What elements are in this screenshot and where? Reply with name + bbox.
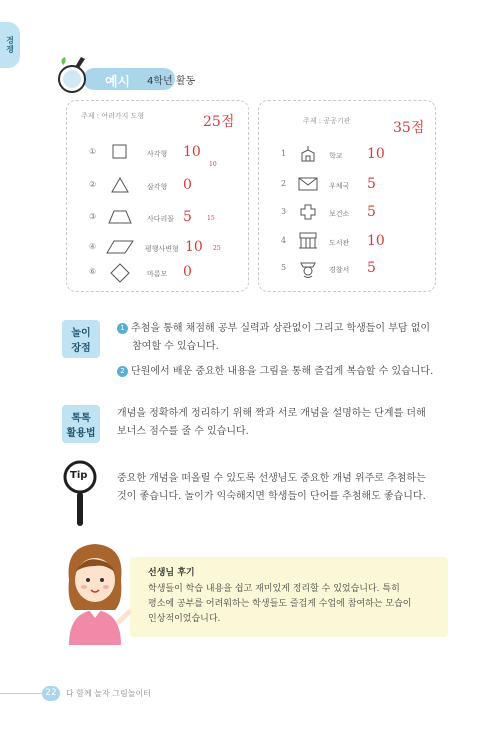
rhombus-shape-icon	[109, 262, 131, 284]
item-points: 0	[183, 264, 192, 280]
item-number: ②	[89, 180, 97, 189]
example-card-public-institutions	[258, 100, 436, 292]
list-item	[67, 141, 248, 168]
square-shape-icon	[111, 143, 129, 161]
item-name: 사각형	[147, 150, 168, 158]
tips-label-line1: 톡톡	[71, 413, 91, 424]
item-number: 3	[281, 207, 287, 216]
list-item	[67, 236, 248, 260]
list-item	[259, 230, 435, 254]
item-name: 보건소	[329, 210, 350, 218]
item-name: 우체국	[329, 182, 350, 190]
item-points: 5	[367, 204, 376, 220]
example-header	[55, 55, 255, 99]
card-title: 주제 : 공공기관	[303, 117, 351, 125]
list-item	[67, 261, 248, 285]
tips-line2: 보너스 점수를 줄 수 있습니다.	[117, 426, 249, 437]
tips-line1: 개념을 정확하게 정리하기 위해 짝과 서로 개념을 설명하는 단계를 더해	[117, 408, 426, 419]
list-item	[259, 257, 435, 281]
tip-line2: 것이 좋습니다. 놀이가 익숙해지면 학생들이 단어를 추첨해도 좋습니다.	[117, 491, 426, 502]
health-cross-icon	[299, 203, 317, 221]
item-running-total: 25	[213, 245, 221, 252]
item-points: 5	[367, 260, 376, 276]
merits-label-box	[62, 320, 100, 358]
example-subtitle: 4학년 활동	[147, 76, 196, 87]
item-points: 10	[183, 144, 201, 160]
review-body	[148, 582, 440, 627]
review-title: 선생님 후기	[148, 568, 195, 578]
item-running-total: 15	[207, 215, 215, 222]
police-icon	[299, 258, 317, 280]
card-score: 25점	[203, 114, 235, 130]
item-number: 4	[281, 236, 287, 245]
item-points: 5	[183, 209, 192, 225]
item-name: 삼각형	[147, 183, 168, 191]
card-score: 35점	[393, 120, 425, 136]
item-points: 5	[367, 176, 376, 192]
list-item	[67, 206, 248, 230]
item-number: ①	[89, 147, 97, 156]
review-line3: 인상적이었습니다.	[148, 614, 221, 624]
library-icon	[297, 231, 319, 251]
footer-rule	[0, 693, 42, 694]
trapezoid-shape-icon	[107, 209, 133, 225]
tip-line1: 중요한 개념을 떠올릴 수 있도록 선생님도 중요한 개념 위주로 추첨하는	[117, 473, 426, 484]
merits-label-line2: 장점	[71, 343, 91, 354]
item-points: 10	[367, 233, 385, 249]
list-item	[259, 201, 435, 225]
list-item	[259, 143, 435, 167]
merit-text-line2: 참여할 수 있습니다.	[132, 341, 219, 352]
review-line2: 평소에 공부를 어려워하는 학생들도 즐겁게 수업에 참여하는 모습이	[148, 599, 412, 609]
item-number: 1	[281, 149, 287, 158]
merit-text-line1: 단원에서 배운 중요한 내용을 그림을 통해 즐겁게 복습할 수 있습니다.	[131, 366, 434, 377]
number-badge: 1	[117, 323, 128, 334]
item-name: 마름모	[147, 270, 168, 278]
parallelogram-shape-icon	[105, 239, 135, 255]
teacher-illustration	[55, 540, 135, 645]
magnifier-icon	[55, 55, 95, 97]
item-points: 0	[183, 177, 192, 193]
item-number: 2	[281, 179, 287, 188]
chapter-tab-label: 경쟁	[5, 36, 15, 54]
tips-label-line2: 활용법	[66, 428, 96, 439]
tip-paragraph	[117, 470, 447, 506]
item-name: 경찰서	[329, 266, 350, 274]
tips-label-box	[62, 405, 100, 443]
example-label: 예시	[105, 75, 131, 90]
item-name: 도서관	[329, 239, 350, 247]
item-number: 5	[281, 263, 287, 272]
school-icon	[299, 145, 317, 163]
item-number: ③	[89, 212, 97, 221]
footer-book-title: 다 함께 놀자 그림놀이터	[66, 689, 151, 698]
item-name: 학교	[329, 152, 343, 160]
tips-paragraph	[117, 405, 447, 441]
item-running-total: 10	[209, 161, 217, 168]
tip-icon-label: Tip	[70, 470, 88, 481]
number-badge: 2	[117, 366, 128, 377]
review-line1: 학생들이 학습 내용을 쉽고 재미있게 정리할 수 있었습니다. 특히	[148, 584, 400, 594]
example-card-shapes	[66, 100, 249, 292]
merit-item-1	[117, 320, 447, 356]
merits-label-line1: 놀이	[71, 328, 91, 339]
item-name: 사다리꼴	[147, 215, 175, 223]
item-number: ⑥	[89, 267, 97, 276]
mail-icon	[297, 176, 319, 192]
list-item	[259, 173, 435, 197]
list-item	[67, 174, 248, 198]
item-points: 10	[185, 239, 203, 255]
triangle-shape-icon	[110, 176, 130, 194]
item-points: 10	[367, 146, 385, 162]
merit-item-2	[117, 363, 447, 381]
page-number: 22	[42, 686, 60, 701]
item-name: 평행사변형	[145, 245, 179, 253]
merit-text-line1: 추첨을 통해 채점해 공부 실력과 상관없이 그리고 학생들이 부담 없이	[131, 323, 431, 334]
chapter-side-tab	[0, 22, 20, 68]
item-number: ④	[89, 242, 97, 251]
card-title: 주제 : 여러가지 도형	[81, 112, 145, 120]
